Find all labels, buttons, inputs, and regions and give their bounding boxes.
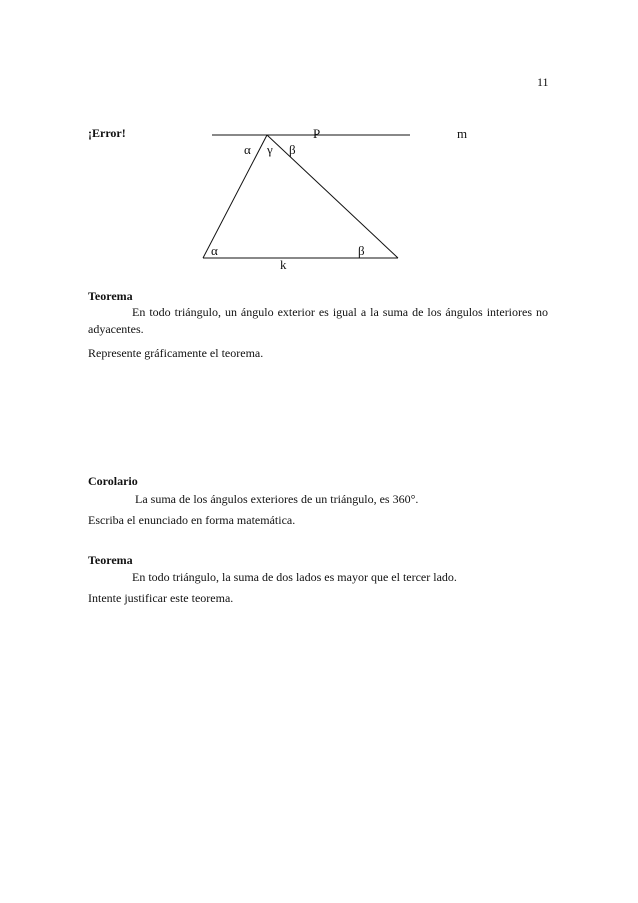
corollary-statement: La suma de los ángulos exteriores de un triángulo, es 360°. xyxy=(135,492,419,506)
triangle-side-left xyxy=(203,135,267,258)
angle-beta-bottom: β xyxy=(358,243,365,258)
angle-alpha-bottom: α xyxy=(211,243,218,258)
theorem-statement-2: En todo triángulo, la suma de dos lados es mayor que el tercer lado. xyxy=(132,570,457,584)
instruction-2: Escriba el enunciado en forma matemática. xyxy=(88,513,296,527)
triangle-figure xyxy=(0,0,638,300)
section-heading-teorema-1: Teorema xyxy=(88,289,133,303)
label-k: k xyxy=(280,257,287,272)
theorem-statement-1: En todo triángulo, un ángulo exterior es igual a la suma de los ángulos interiores no adyacentes. xyxy=(88,305,548,336)
section-heading-corolario: Corolario xyxy=(88,474,138,488)
triangle-side-right xyxy=(267,135,398,258)
angle-alpha-top: α xyxy=(244,142,251,157)
label-p: P xyxy=(313,126,321,141)
error-reference: ¡Error! xyxy=(88,126,126,140)
label-m: m xyxy=(457,126,468,141)
angle-gamma-top: γ xyxy=(267,142,273,157)
instruction-3: Intente justificar este teorema. xyxy=(88,591,234,605)
page-number: 11 xyxy=(537,75,549,89)
section-heading-teorema-2: Teorema xyxy=(88,553,133,567)
angle-beta-top: β xyxy=(289,142,296,157)
instruction-1: Represente gráficamente el teorema. xyxy=(88,346,264,360)
